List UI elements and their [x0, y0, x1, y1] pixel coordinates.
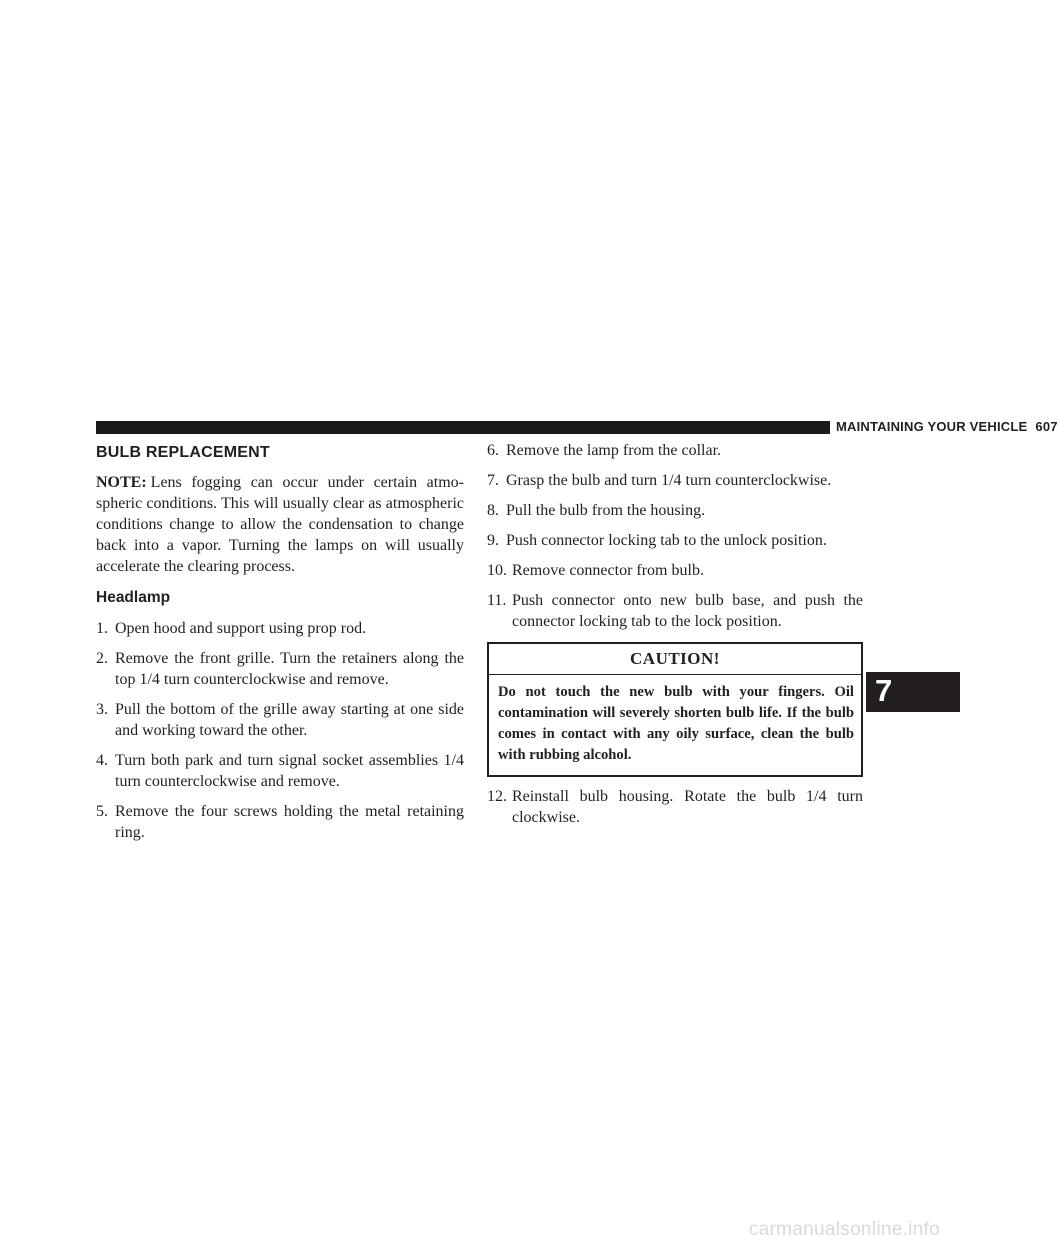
step-text: Turn both park and turn signal socket assemblies 1/4 turn counterclockwise and remove.	[115, 752, 464, 790]
watermark-text: carmanualsonline.info	[748, 1219, 940, 1240]
step-item	[487, 530, 863, 551]
note-label: NOTE:	[96, 474, 147, 491]
step-text: Reinstall bulb housing. Rotate the bulb 1/4 turn clockwise.	[512, 788, 863, 826]
step-number: 2.	[96, 650, 108, 667]
step-text: Remove the four screws holding the metal retaining ring.	[115, 803, 464, 841]
step-number: 1.	[96, 620, 108, 637]
section-heading: BULB REPLACEMENT	[96, 444, 270, 461]
note-paragraph	[96, 472, 464, 577]
step-number: 11.	[487, 592, 507, 609]
step-number: 3.	[96, 701, 108, 718]
step-item	[487, 560, 863, 581]
step-item	[487, 440, 863, 461]
step-number: 6.	[487, 442, 499, 459]
caution-box	[487, 642, 863, 777]
step-item	[96, 648, 464, 690]
caution-text: Do not touch the new bulb with your fingers. Oil contamination will severely shorten bulb life. If the bulb comes in contact with any oily surface, clean the bulb with rubbing alcohol.	[498, 684, 854, 763]
step-number: 5.	[96, 803, 108, 820]
note-text: Lens fogging can occur under certain atmo-spheric conditions. This will usually clear as atmospheric conditions change to allow the condensation to change back into a vapor. Turning the lamps on will usually accelerate the clearing process.	[96, 474, 464, 575]
step-number: 9.	[487, 532, 499, 549]
step-item	[96, 750, 464, 792]
chapter-number: 7	[875, 673, 893, 708]
step-text: Remove the front grille. Turn the retainers along the top 1/4 turn counterclockwise and remove.	[115, 650, 464, 688]
step-number: 12.	[487, 788, 507, 805]
caution-title: CAUTION!	[489, 644, 861, 675]
step-text: Push connector locking tab to the unlock position.	[506, 532, 827, 549]
step-item	[96, 699, 464, 741]
step-item	[487, 590, 863, 632]
running-header	[836, 419, 1058, 434]
header-rule-bar	[96, 421, 830, 434]
step-text: Push connector onto new bulb base, and push the connector locking tab to the lock position.	[512, 592, 863, 630]
step-number: 7.	[487, 472, 499, 489]
right-column	[487, 440, 863, 837]
left-column	[96, 440, 464, 852]
step-text: Pull the bulb from the housing.	[506, 502, 706, 519]
step-number: 4.	[96, 752, 108, 769]
step-text: Open hood and support using prop rod.	[115, 620, 367, 637]
chapter-tab	[866, 672, 960, 712]
step-number: 10.	[487, 562, 507, 579]
subheading-headlamp: Headlamp	[96, 589, 171, 606]
step-text: Pull the bottom of the grille away starting at one side and working toward the other.	[115, 701, 464, 739]
step-item	[96, 801, 464, 843]
step-number: 8.	[487, 502, 499, 519]
step-item	[96, 618, 464, 639]
step-text: Grasp the bulb and turn 1/4 turn counterclockwise.	[506, 472, 832, 489]
step-text: Remove the lamp from the collar.	[506, 442, 722, 459]
step-item	[487, 470, 863, 491]
page-number: 607	[1035, 419, 1058, 434]
running-header-title: MAINTAINING YOUR VEHICLE	[836, 419, 1028, 434]
step-text: Remove connector from bulb.	[512, 562, 704, 579]
step-item	[487, 500, 863, 521]
step-item	[487, 786, 863, 828]
